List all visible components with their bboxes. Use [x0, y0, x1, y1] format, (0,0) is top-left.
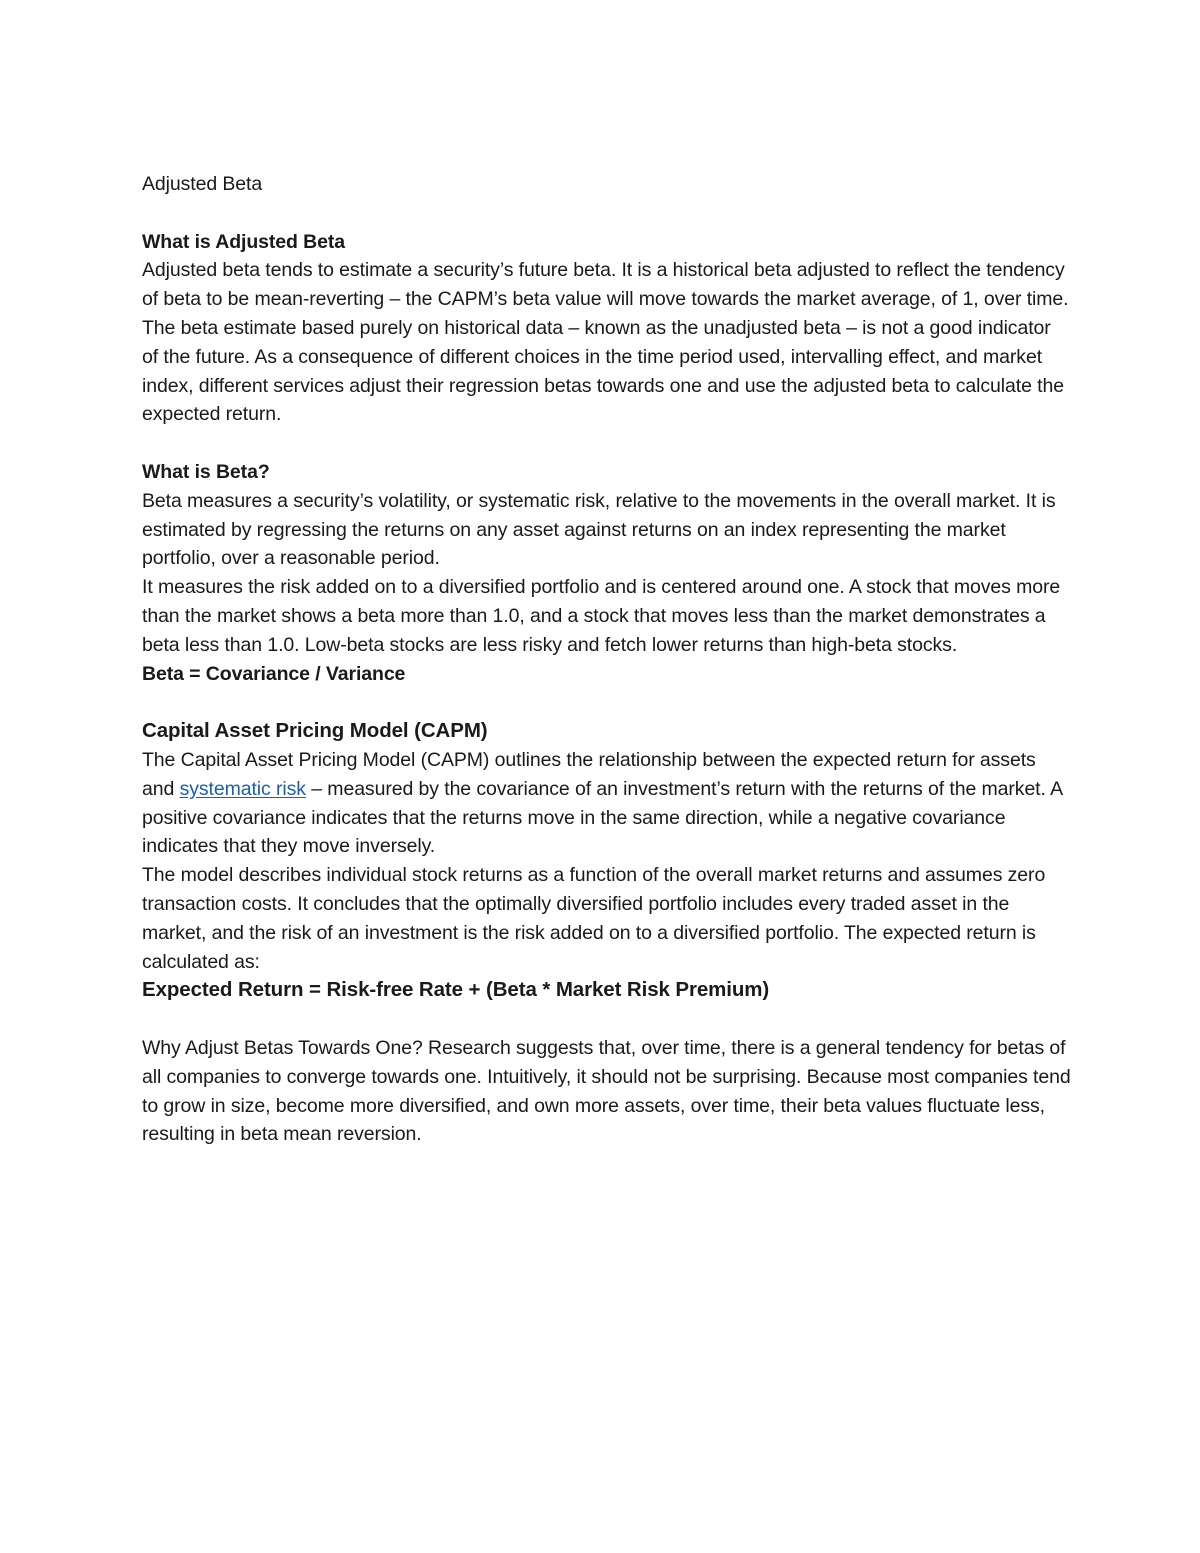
paragraph-beta-risk: It measures the risk added on to a diversified portfolio and is centered around one. A stock that moves more than the market shows a beta more than 1.0, and a stock that moves less than the market demonstrates a beta less than 1.0. Low-beta stocks are less risky and fetch lower returns than high-beta stocks.	[142, 576, 1061, 656]
heading-capm: Capital Asset Pricing Model (CAPM)	[142, 719, 488, 743]
systematic-risk-link[interactable]: systematic risk	[179, 777, 306, 800]
paragraph-capm-relationship	[142, 746, 1072, 861]
spacer	[142, 1005, 1072, 1034]
capm-text-before-link: The Capital Asset Pricing Model (CAPM) outlines the relationship between the expected return for assets and	[142, 748, 1036, 800]
heading-what-is-beta: What is Beta?	[142, 460, 270, 483]
spacer	[142, 429, 1072, 458]
formula-beta: Beta = Covariance / Variance	[142, 662, 406, 685]
spacer	[142, 688, 1072, 717]
capm-text-after-link: – measured by the covariance of an investment’s return with the returns of the market. A positive covariance indicates that the returns move in the same direction, while a negative covariance indicates that they move inversely.	[142, 777, 1062, 858]
formula-expected-return: Expected Return = Risk-free Rate + (Beta * Market Risk Premium)	[142, 978, 770, 1002]
heading-what-is-adjusted-beta: What is Adjusted Beta	[142, 230, 346, 253]
document-title: Adjusted Beta	[142, 173, 263, 195]
paragraph-why-adjust: Why Adjust Betas Towards One? Research suggests that, over time, there is a general tendency for betas of all companies to converge towards one. Intuitively, it should not be surprising. Because most companies tend to grow in size, become more diversified, and own more assets, over time, their beta values fluctuate less, resulting in beta mean reversion.	[142, 1036, 1071, 1146]
document-body	[142, 170, 1072, 1149]
paragraph-beta-definition: Beta measures a security’s volatility, or systematic risk, relative to the movements in the overall market. It is estimated by regressing the returns on any asset against returns on an index representing the market portfolio, over a reasonable period.	[142, 489, 1056, 570]
paragraph-capm-model: The model describes individual stock returns as a function of the overall market returns and assumes zero transaction costs. It concludes that the optimally diversified portfolio includes every traded asset in the market, and the risk of an investment is the risk added on to a diversified portfolio. The expected return is calculated as:	[142, 864, 1046, 973]
paragraph-adjusted-beta: Adjusted beta tends to estimate a security’s future beta. It is a historical beta adjusted to reflect the tendency of beta to be mean-reverting – the CAPM’s beta value will move towards the market average, of 1, over time. The beta estimate based purely on historical data – known as the unadjusted beta – is not a good indicator of the future. As a consequence of different choices in the time period used, intervalling effect, and market index, different services adjust their regression betas towards one and use the adjusted beta to calculate the expected return.	[142, 259, 1069, 426]
